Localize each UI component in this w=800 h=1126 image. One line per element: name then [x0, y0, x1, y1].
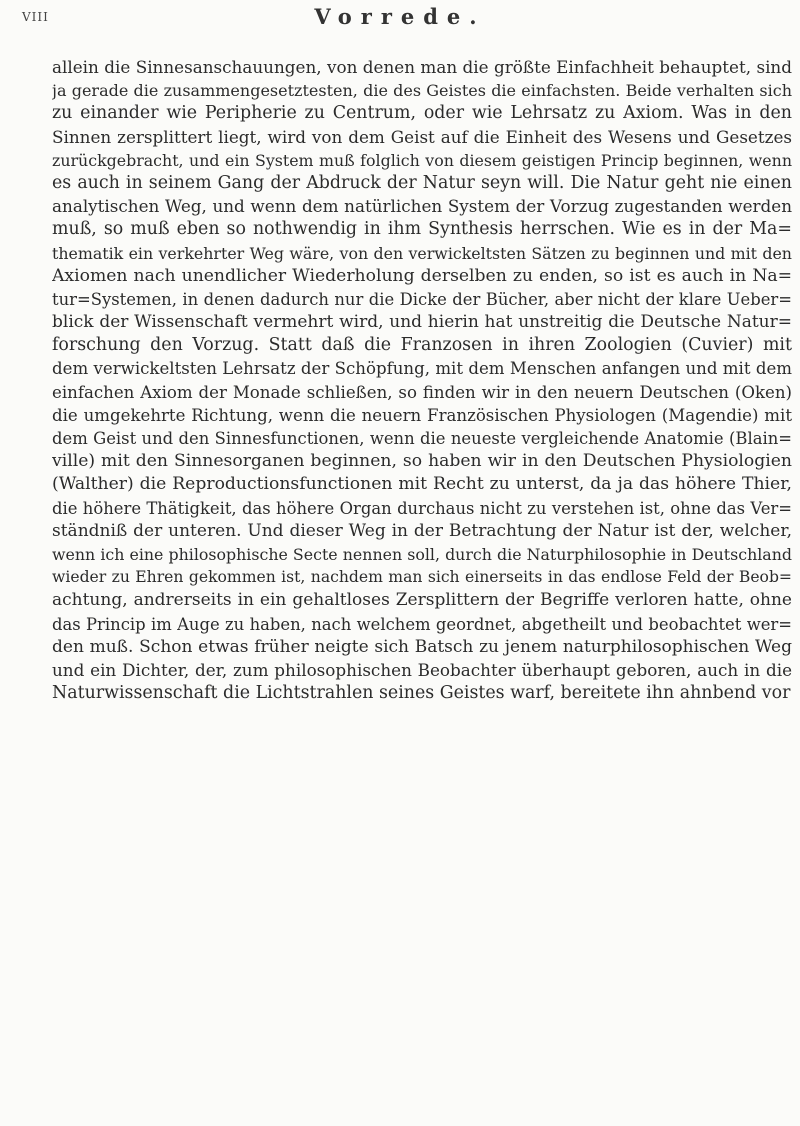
text-line: tur=Systemen, in denen dadurch nur die Dicke der Bücher, aber nicht der klare Ueber=: [52, 289, 792, 309]
text-line: einfachen Axiom der Monade schließen, so finden wir in den neuern Deutschen (Oken): [52, 382, 792, 402]
text-line: den muß. Schon etwas früher neigte sich Batsch zu jenem naturphilosophischen Weg: [52, 636, 792, 657]
text-line: wieder zu Ehren gekommen ist, nachdem man sich einerseits in das endlose Feld der Beob=: [52, 568, 792, 587]
text-line: Axiomen nach unendlicher Wiederholung derselben zu enden, so ist es auch in Na=: [52, 265, 792, 286]
text-line: ständniß der unteren. Und dieser Weg in der Betrachtung der Natur ist der, welcher,: [52, 520, 792, 541]
text-line: wenn ich eine philosophische Secte nennen soll, durch die Naturphilosophie in Deutschland: [52, 544, 792, 564]
text-line: zu einander wie Peripherie zu Centrum, oder wie Lehrsatz zu Axiom. Was in den: [52, 103, 792, 124]
text-line: ville) mit den Sinnesorganen beginnen, so haben wir in den Deutschen Physiologien: [52, 451, 792, 472]
text-line: thematik ein verkehrter Weg wäre, von den verwickeltsten Sätzen zu beginnen und mit den: [52, 243, 792, 263]
text-line: analytischen Weg, und wenn dem natürlichen System der Vorzug zugestanden werden: [52, 196, 792, 217]
text-line: dem verwickeltsten Lehrsatz der Schöpfung, mit dem Menschen anfangen und mit dem: [52, 359, 792, 379]
text-line: und ein Dichter, der, zum philosophischen Beobachter überhaupt geboren, auch in die: [52, 659, 792, 680]
text-line: allein die Sinnesanschauungen, von denen man die größte Einfachheit behauptet, sind: [52, 57, 792, 77]
text-line: muß, so muß eben so nothwendig in ihm Synthesis herrschen. Wie es in der Ma=: [52, 219, 792, 240]
page-number: VIII: [22, 10, 49, 24]
text-line: forschung den Vorzug. Statt daß die Franzosen in ihren Zoologien (Cuvier) mit: [52, 335, 792, 356]
body-text: [52, 56, 792, 705]
running-title: Vorrede.: [314, 4, 486, 29]
text-line: dem Geist und den Sinnesfunctionen, wenn die neueste vergleichende Anatomie (Blain=: [52, 429, 792, 448]
text-line: Naturwissenschaft die Lichtstrahlen seines Geistes warf, bereitete ihn ahnbend vor: [52, 683, 791, 704]
text-line: (Walther) die Reproductionsfunctionen mit Recht zu unterst, da ja das höhere Thier,: [52, 474, 792, 495]
text-line: ja gerade die zusammengesetztesten, die des Geistes die einfachsten. Beide verhalten sich: [52, 81, 792, 101]
text-line: das Princip im Auge zu haben, nach welchem geordnet, abgetheilt und beobachtet wer=: [52, 614, 792, 634]
text-line: achtung, andrerseits in ein gehaltloses Zersplittern der Begriffe verloren hatte, ohne: [52, 590, 792, 611]
text-line: die umgekehrte Richtung, wenn die neuern Französischen Physiologen (Magendie) mit: [52, 405, 792, 425]
page-header: [0, 4, 800, 34]
text-line: Sinnen zersplittert liegt, wird von dem Geist auf die Einheit des Wesens und Gesetzes: [52, 126, 792, 147]
text-line: es auch in seinem Gang der Abdruck der Natur seyn will. Die Natur geht nie einen: [52, 172, 792, 193]
text-line: die höhere Thätigkeit, das höhere Organ durchaus nicht zu verstehen ist, ohne das Ver=: [52, 498, 792, 518]
text-line: blick der Wissenschaft vermehrt wird, und hierin hat unstreitig die Deutsche Natur=: [52, 312, 792, 333]
text-line: zurückgebracht, und ein System muß folglich von diesem geistigen Princip beginnen, wenn: [52, 150, 792, 170]
